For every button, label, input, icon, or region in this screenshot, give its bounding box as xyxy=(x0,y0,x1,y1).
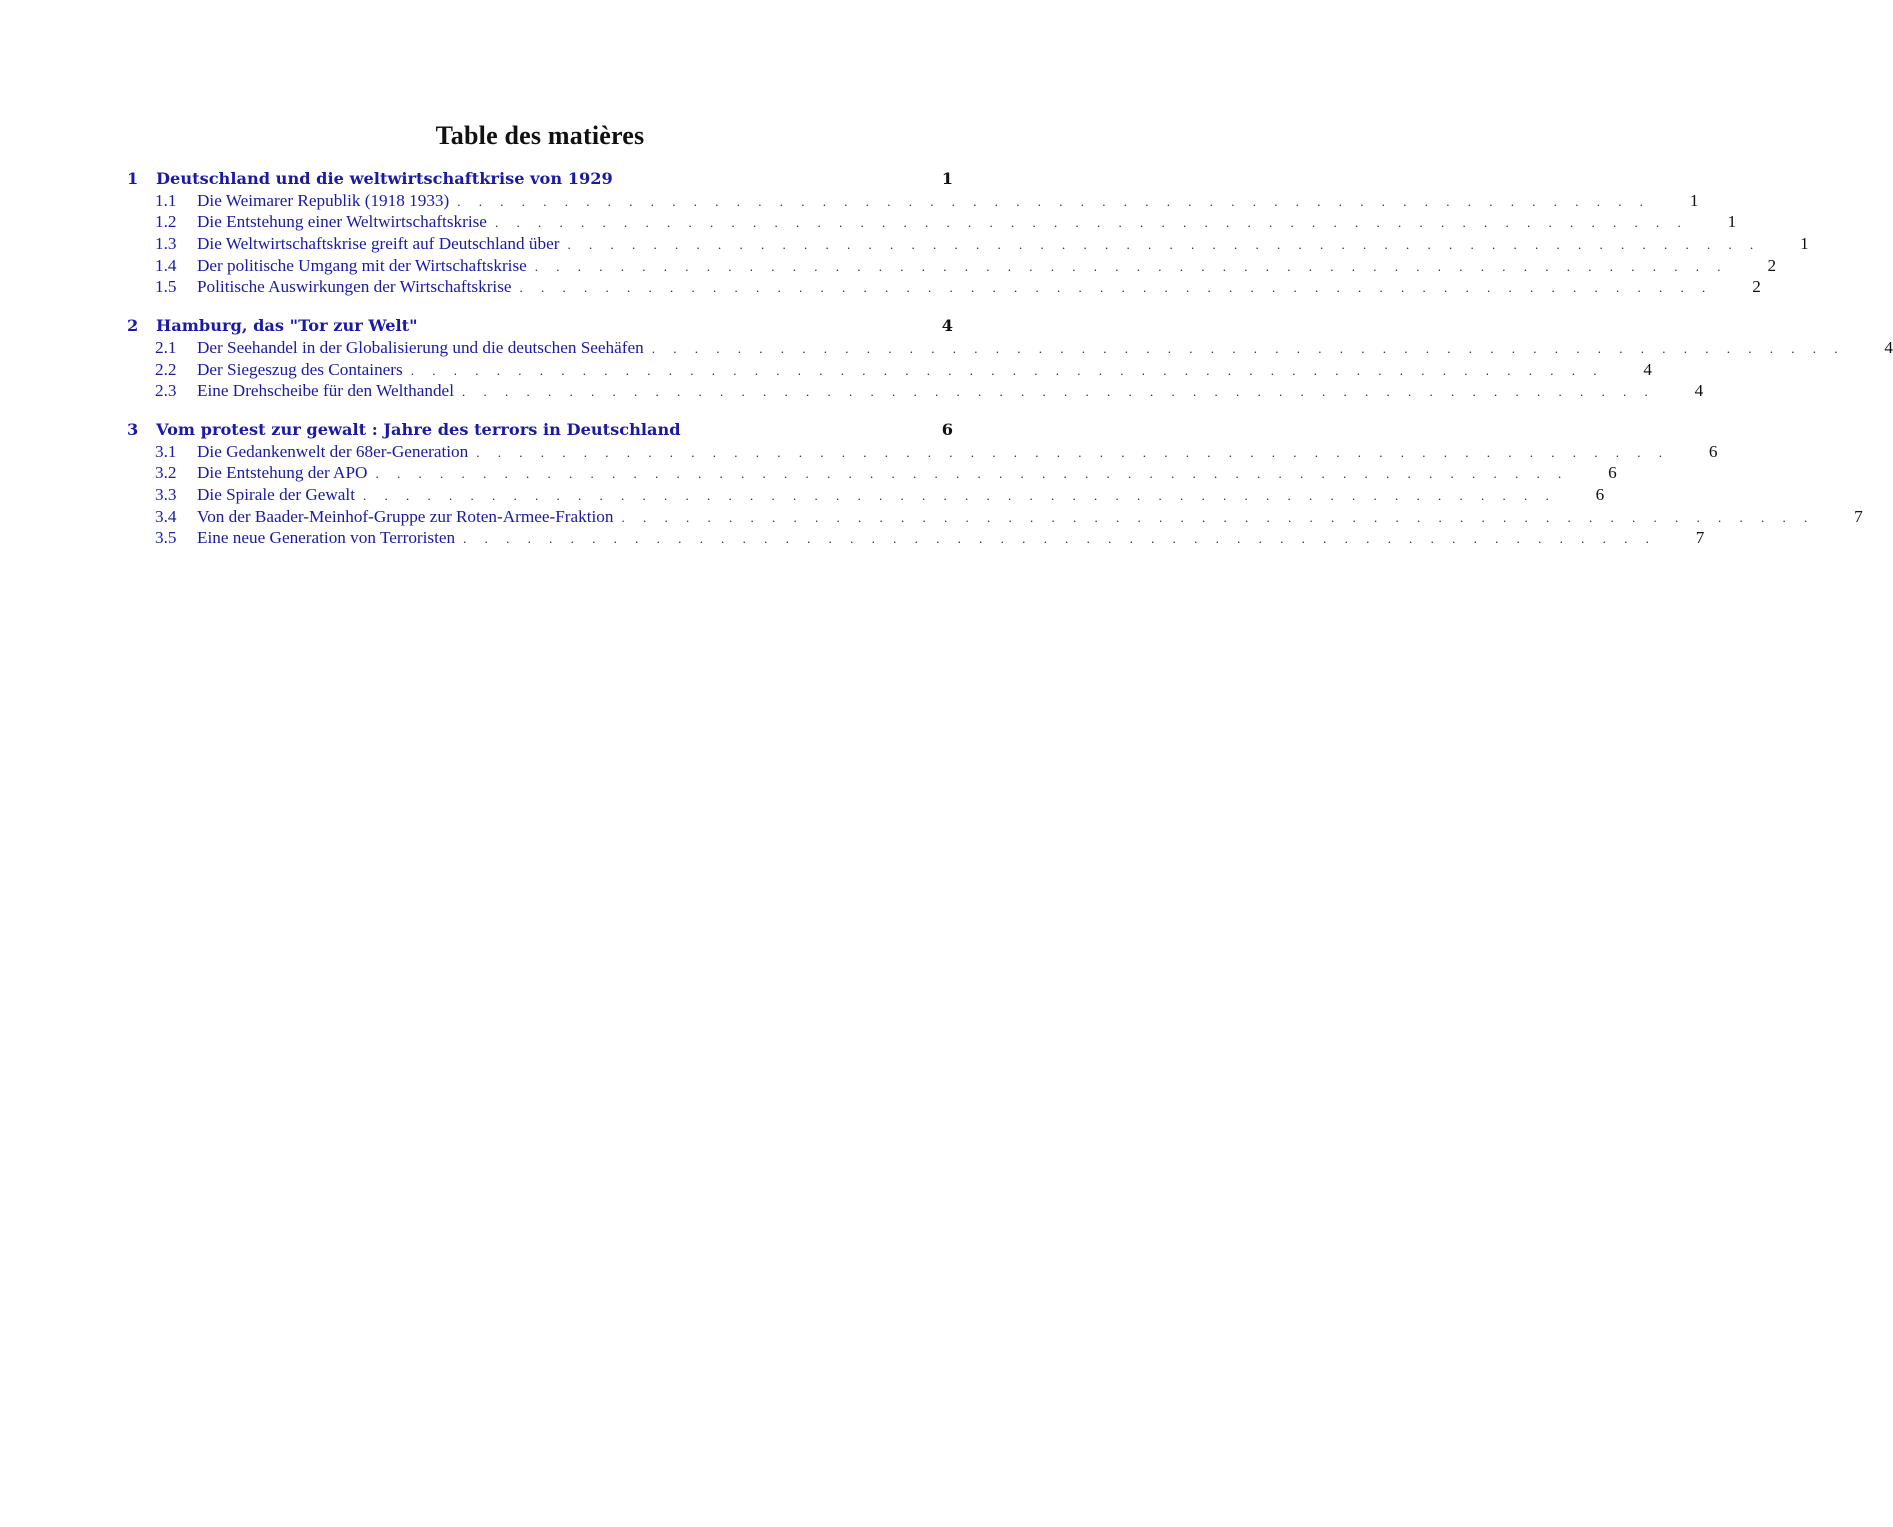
section-page-number: 1 xyxy=(941,169,953,188)
toc-subsection-entry[interactable] xyxy=(127,190,1699,212)
section-number: 3 xyxy=(127,419,139,439)
dot-leader: . . . . . . . . . . . . . . . . . . . . . . . . . . . . . . . . . . . . . . . . . . . . . . . . . . . . . . . . xyxy=(362,487,1557,503)
toc-subsection-entry[interactable] xyxy=(127,484,1605,506)
dot-leader: . . . . . . . . . . . . . . . . . . . . . . . . . . . . . . . . . . . . . . . . . . . . . . . . . . . . . . . . xyxy=(375,466,1569,482)
subsection-title-link[interactable]: Eine neue Generation von Terroristen xyxy=(197,528,456,548)
subsection-number: 3.4 xyxy=(155,506,177,526)
subsection-page-number: 6 xyxy=(1708,441,1718,461)
subsection-number: 3.3 xyxy=(155,484,177,504)
section-title-link[interactable]: Vom protest zur gewalt : Jahre des terrors in Deutschland xyxy=(156,419,681,439)
toc-subsection-entry[interactable] xyxy=(127,380,1704,402)
subsection-page-number: 1 xyxy=(1689,190,1699,210)
subsection-number: 3.2 xyxy=(155,463,177,483)
page-title: Table des matières xyxy=(435,121,645,150)
toc-subsection-entry[interactable] xyxy=(127,506,1863,528)
subsection-title-link[interactable]: Die Entstehung der APO xyxy=(197,463,368,483)
toc-subsection-entry[interactable] xyxy=(127,359,1652,381)
subsection-title-link[interactable]: Der politische Umgang mit der Wirtschaftskrise xyxy=(197,255,527,275)
toc-subsection-entry[interactable] xyxy=(127,337,1893,359)
subsection-number: 2.2 xyxy=(155,359,177,379)
subsection-title-link[interactable]: Die Spirale der Gewalt xyxy=(197,484,355,504)
toc-subsection-entry[interactable] xyxy=(127,233,1809,255)
subsection-title-link[interactable]: Die Weimarer Republik (1918 1933) xyxy=(197,190,450,210)
subsection-number: 3.5 xyxy=(155,528,177,548)
subsection-title-link[interactable]: Der Siegeszug des Containers xyxy=(197,359,403,379)
subsection-page-number: 4 xyxy=(1694,381,1704,401)
dot-leader: . . . . . . . . . . . . . . . . . . . . . . . . . . . . . . . . . . . . . . . . . . . . . . . . . . . . . . . . xyxy=(463,531,1657,547)
dot-leader: . . . . . . . . . . . . . . . . . . . . . . . . . . . . . . . . . . . . . . . . . . . . . . . . . . . . . . . . xyxy=(410,362,1604,378)
subsection-title-link[interactable]: Die Gedankenwelt der 68er-Generation xyxy=(197,441,469,461)
dot-leader: . . . . . . . . . . . . . . . . . . . . . . . . . . . . . . . . . . . . . . . . . . . . . . . . . . . . . . . . xyxy=(567,237,1761,253)
subsection-number: 1.4 xyxy=(155,255,177,275)
subsection-title-link[interactable]: Die Entstehung einer Weltwirtschaftskrise xyxy=(197,212,487,232)
toc-subsection-entry[interactable] xyxy=(127,441,1718,463)
section-number: 2 xyxy=(127,316,139,336)
dot-leader: . . . . . . . . . . . . . . . . . . . . . . . . . . . . . . . . . . . . . . . . . . . . . . . . . . . . . . . . xyxy=(461,384,1656,400)
table-of-contents xyxy=(127,168,1893,566)
subsection-title-link[interactable]: Die Weltwirtschaftskrise greift auf Deutschland über xyxy=(197,234,560,254)
subsection-page-number: 6 xyxy=(1595,484,1605,504)
dot-leader: . . . . . . . . . . . . . . . . . . . . . . . . . . . . . . . . . . . . . . . . . . . . . . . . . . . . . . . . xyxy=(651,340,1845,356)
subsection-page-number: 4 xyxy=(1643,359,1652,379)
section-title-link[interactable]: Deutschland und die weltwirtschaftkrise von 1929 xyxy=(156,169,613,188)
subsection-number: 3.1 xyxy=(155,441,177,461)
subsection-number: 1.1 xyxy=(155,190,177,210)
subsection-number: 2.1 xyxy=(155,337,177,357)
subsection-page-number: 4 xyxy=(1884,337,1893,357)
subsection-title-link[interactable]: Von der Baader-Meinhof-Gruppe zur Roten-Armee-Fraktion xyxy=(197,506,614,526)
section-page-number: 6 xyxy=(941,419,953,439)
dot-leader: . . . . . . . . . . . . . . . . . . . . . . . . . . . . . . . . . . . . . . . . . . . . . . . . . . . . . . . . xyxy=(457,193,1651,209)
subsection-title-link[interactable]: Eine Drehscheibe für den Welthandel xyxy=(197,381,454,401)
dot-leader: . . . . . . . . . . . . . . . . . . . . . . . . . . . . . . . . . . . . . . . . . . . . . . . . . . . . . . . . xyxy=(494,215,1689,231)
subsection-page-number: 6 xyxy=(1608,463,1617,483)
toc-subsection-entry[interactable] xyxy=(127,255,1777,277)
toc-section-entry[interactable] xyxy=(127,168,953,190)
toc-section-entry[interactable] xyxy=(127,315,953,337)
dot-leader: . . . . . . . . . . . . . . . . . . . . . . . . . . . . . . . . . . . . . . . . . . . . . . . . . . . . . . . . xyxy=(476,444,1670,460)
subsection-number: 2.3 xyxy=(155,381,177,401)
subsection-number: 1.3 xyxy=(155,234,177,254)
toc-section-3 xyxy=(127,419,1863,549)
toc-subsection-entry[interactable] xyxy=(127,276,1761,298)
toc-section-entry[interactable] xyxy=(127,419,953,441)
toc-subsection-entry[interactable] xyxy=(127,211,1737,233)
dot-leader: . . . . . . . . . . . . . . . . . . . . . . . . . . . . . . . . . . . . . . . . . . . . . . . . . . . . . . . . xyxy=(519,280,1713,296)
toc-subsection-entry[interactable] xyxy=(127,527,1705,549)
subsection-page-number: 2 xyxy=(1767,255,1777,275)
subsection-number: 1.5 xyxy=(155,277,177,297)
subsection-page-number: 7 xyxy=(1695,528,1705,548)
subsection-title-link[interactable]: Politische Auswirkungen der Wirtschaftskrise xyxy=(197,277,512,297)
subsection-page-number: 1 xyxy=(1727,212,1737,232)
subsection-page-number: 1 xyxy=(1800,234,1809,254)
dot-leader: . . . . . . . . . . . . . . . . . . . . . . . . . . . . . . . . . . . . . . . . . . . . . . . . . . . . . . . . xyxy=(621,509,1815,525)
subsection-page-number: 7 xyxy=(1854,506,1863,526)
section-number: 1 xyxy=(127,169,139,188)
section-page-number: 4 xyxy=(941,316,953,336)
toc-section-1 xyxy=(127,168,1809,298)
toc-section-2 xyxy=(127,315,1893,402)
section-title-link[interactable]: Hamburg, das "Tor zur Welt" xyxy=(156,316,418,336)
toc-subsection-entry[interactable] xyxy=(127,462,1617,484)
subsection-title-link[interactable]: Der Seehandel in der Globalisierung und die deutschen Seehäfen xyxy=(197,337,644,357)
subsection-number: 1.2 xyxy=(155,212,177,232)
subsection-page-number: 2 xyxy=(1752,277,1761,297)
dot-leader: . . . . . . . . . . . . . . . . . . . . . . . . . . . . . . . . . . . . . . . . . . . . . . . . . . . . . . . . xyxy=(534,258,1729,274)
